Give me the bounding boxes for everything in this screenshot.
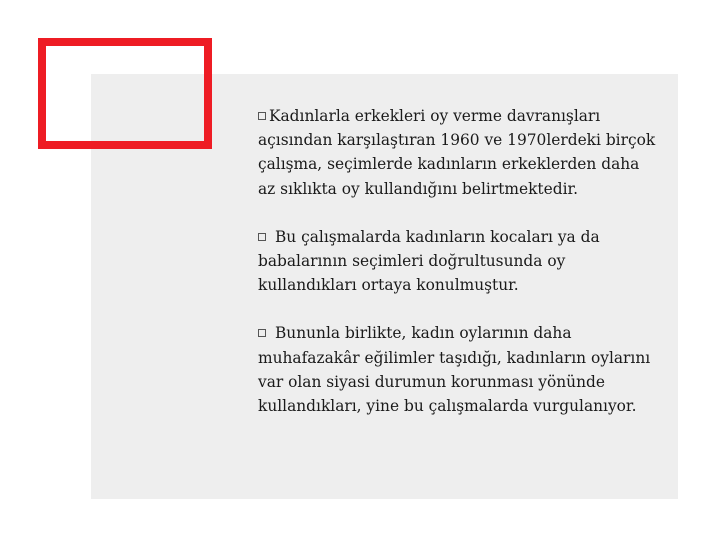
red-frame-decoration [38,38,212,149]
square-bullet-icon [258,112,266,120]
bullet-text-1: Kadınlarla erkekleri oy verme davranışları açısından karşılaştıran 1960 ve 1970lerdeki birçok çalışma, seçimlerde kadınların erkeklerden daha az sıklıkta oy kullandığını belirtmektedir. [258,107,656,198]
bullet-item-3 [258,321,658,418]
bullet-list [258,104,658,418]
bullet-text-2: Bu çalışmalarda kadınların kocaları ya da babalarının seçimleri doğrultusunda oy kullandıkları ortaya konulmuştur. [258,227,600,295]
square-bullet-icon [258,329,266,337]
bullet-item-1 [258,104,658,201]
bullet-item-2 [258,225,658,298]
bullet-text-3: Bununla birlikte, kadın oylarının daha muhafazakâr eğilimler taşıdığı, kadınların oylarını var olan siyasi durumun korunması yönünde kullandıkları, yine bu çalışmalarda vurgulanıyor. [258,324,651,416]
square-bullet-icon [258,233,266,241]
